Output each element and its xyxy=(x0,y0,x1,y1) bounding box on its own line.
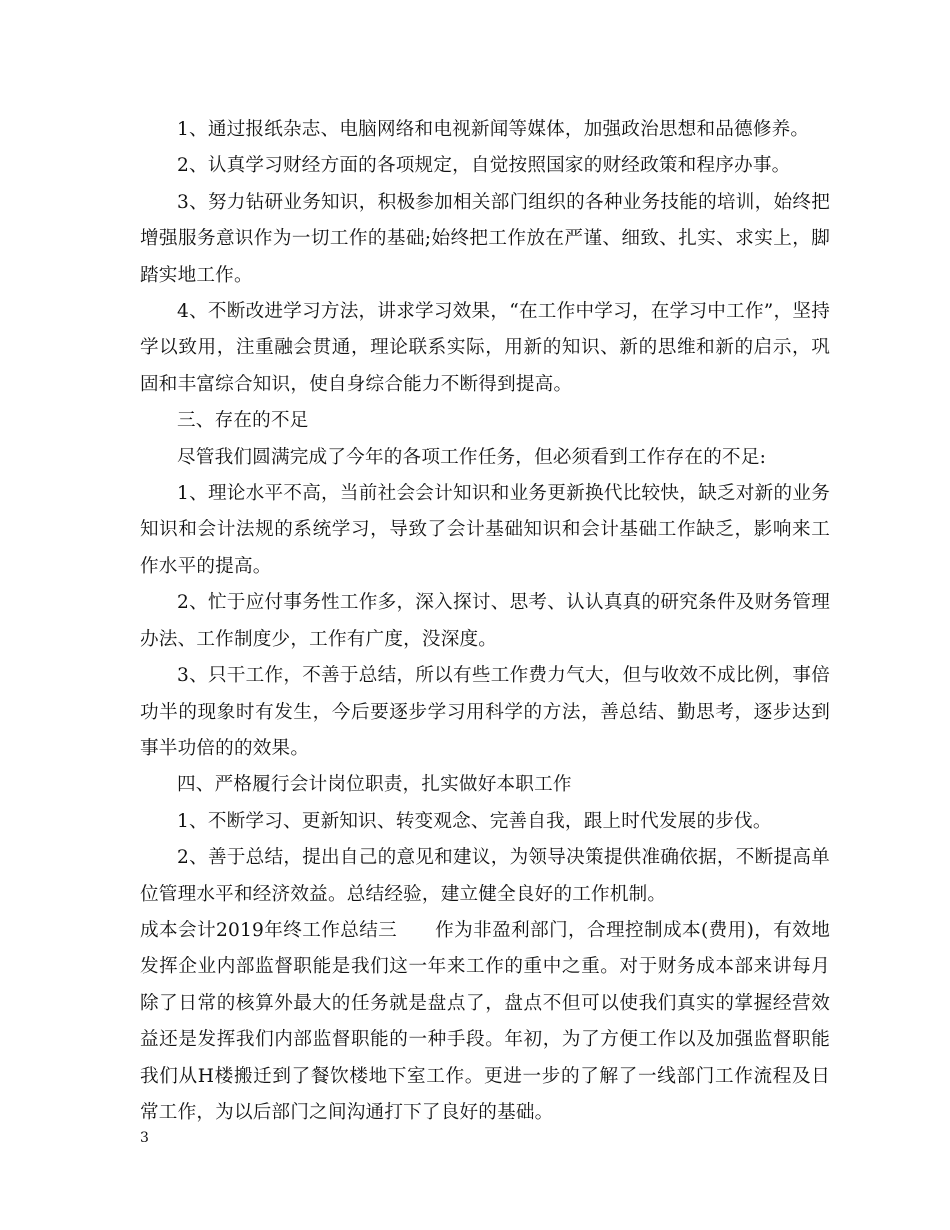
paragraph: 尽管我们圆满完成了今年的各项工作任务，但必须看到工作存在的不足: xyxy=(177,446,767,468)
paragraph: 1、理论水平不高，当前社会会计知识和业务更新换代比较快，缺乏对新的业务知识和会计法规的系统学习，导致了会计基础知识和会计基础工作缺乏，影响来工作水平的提高。 xyxy=(140,483,830,577)
paragraph: 3、只干工作，不善于总结，所以有些工作费力气大，但与收效不成比例，事倍功半的现象时有发生，今后要逐步学习用科学的方法，善总结、勤思考，逐步达到事半功倍的的效果。 xyxy=(140,665,830,759)
page-number: 3 xyxy=(140,1130,149,1146)
paragraph: 2、善于总结，提出自己的意见和建议，为领导决策提供准确依据，不断提高单位管理水平和经济效益。总结经验，建立健全良好的工作机制。 xyxy=(140,847,830,905)
paragraph: 成本会计2019年终工作总结三 作为非盈利部门，合理控制成本(费用)，有效地发挥企业内部监督职能是我们这一年来工作的重中之重。对于财务成本部来讲每月除了日常的核算外最大的任务就是盘点了，盘点不但可以使我们真实的掌握经营效益还是发挥我们内部监督职能的一种手段。年初，为了方便工作以及加强监督职能我们从H楼搬迁到了餐饮楼地下室工作。更进一步的了解了一线部门工作流程及日常工作，为以后部门之间沟通打下了良好的基础。 xyxy=(140,919,830,1123)
section-heading: 四、严格履行会计岗位职责，扎实做好本职工作 xyxy=(177,774,572,796)
document-body xyxy=(140,112,830,1131)
paragraph: 3、努力钻研业务知识，积极参加相关部门组织的各种业务技能的培训，始终把增强服务意识作为一切工作的基础;始终把工作放在严谨、细致、扎实、求实上，脚踏实地工作。 xyxy=(140,191,830,286)
paragraph: 4、不断改进学习方法，讲求学习效果，“在工作中学习，在学习中工作”，坚持学以致用，注重融会贯通，理论联系实际，用新的知识、新的思维和新的启示，巩固和丰富综合知识，使自身综合能力不断得到提高。 xyxy=(140,301,830,395)
paragraph: 2、认真学习财经方面的各项规定，自觉按照国家的财经政策和程序办事。 xyxy=(177,155,791,177)
paragraph: 2、忙于应付事务性工作多，深入探讨、思考、认认真真的研究条件及财务管理办法、工作制度少，工作有广度，没深度。 xyxy=(140,592,830,650)
paragraph: 1、通过报纸杂志、电脑网络和电视新闻等媒体，加强政治思想和品德修养。 xyxy=(177,119,810,140)
paragraph: 1、不断学习、更新知识、转变观念、完善自我，跟上时代发展的步伐。 xyxy=(177,810,772,832)
section-heading: 三、存在的不足 xyxy=(177,410,309,432)
